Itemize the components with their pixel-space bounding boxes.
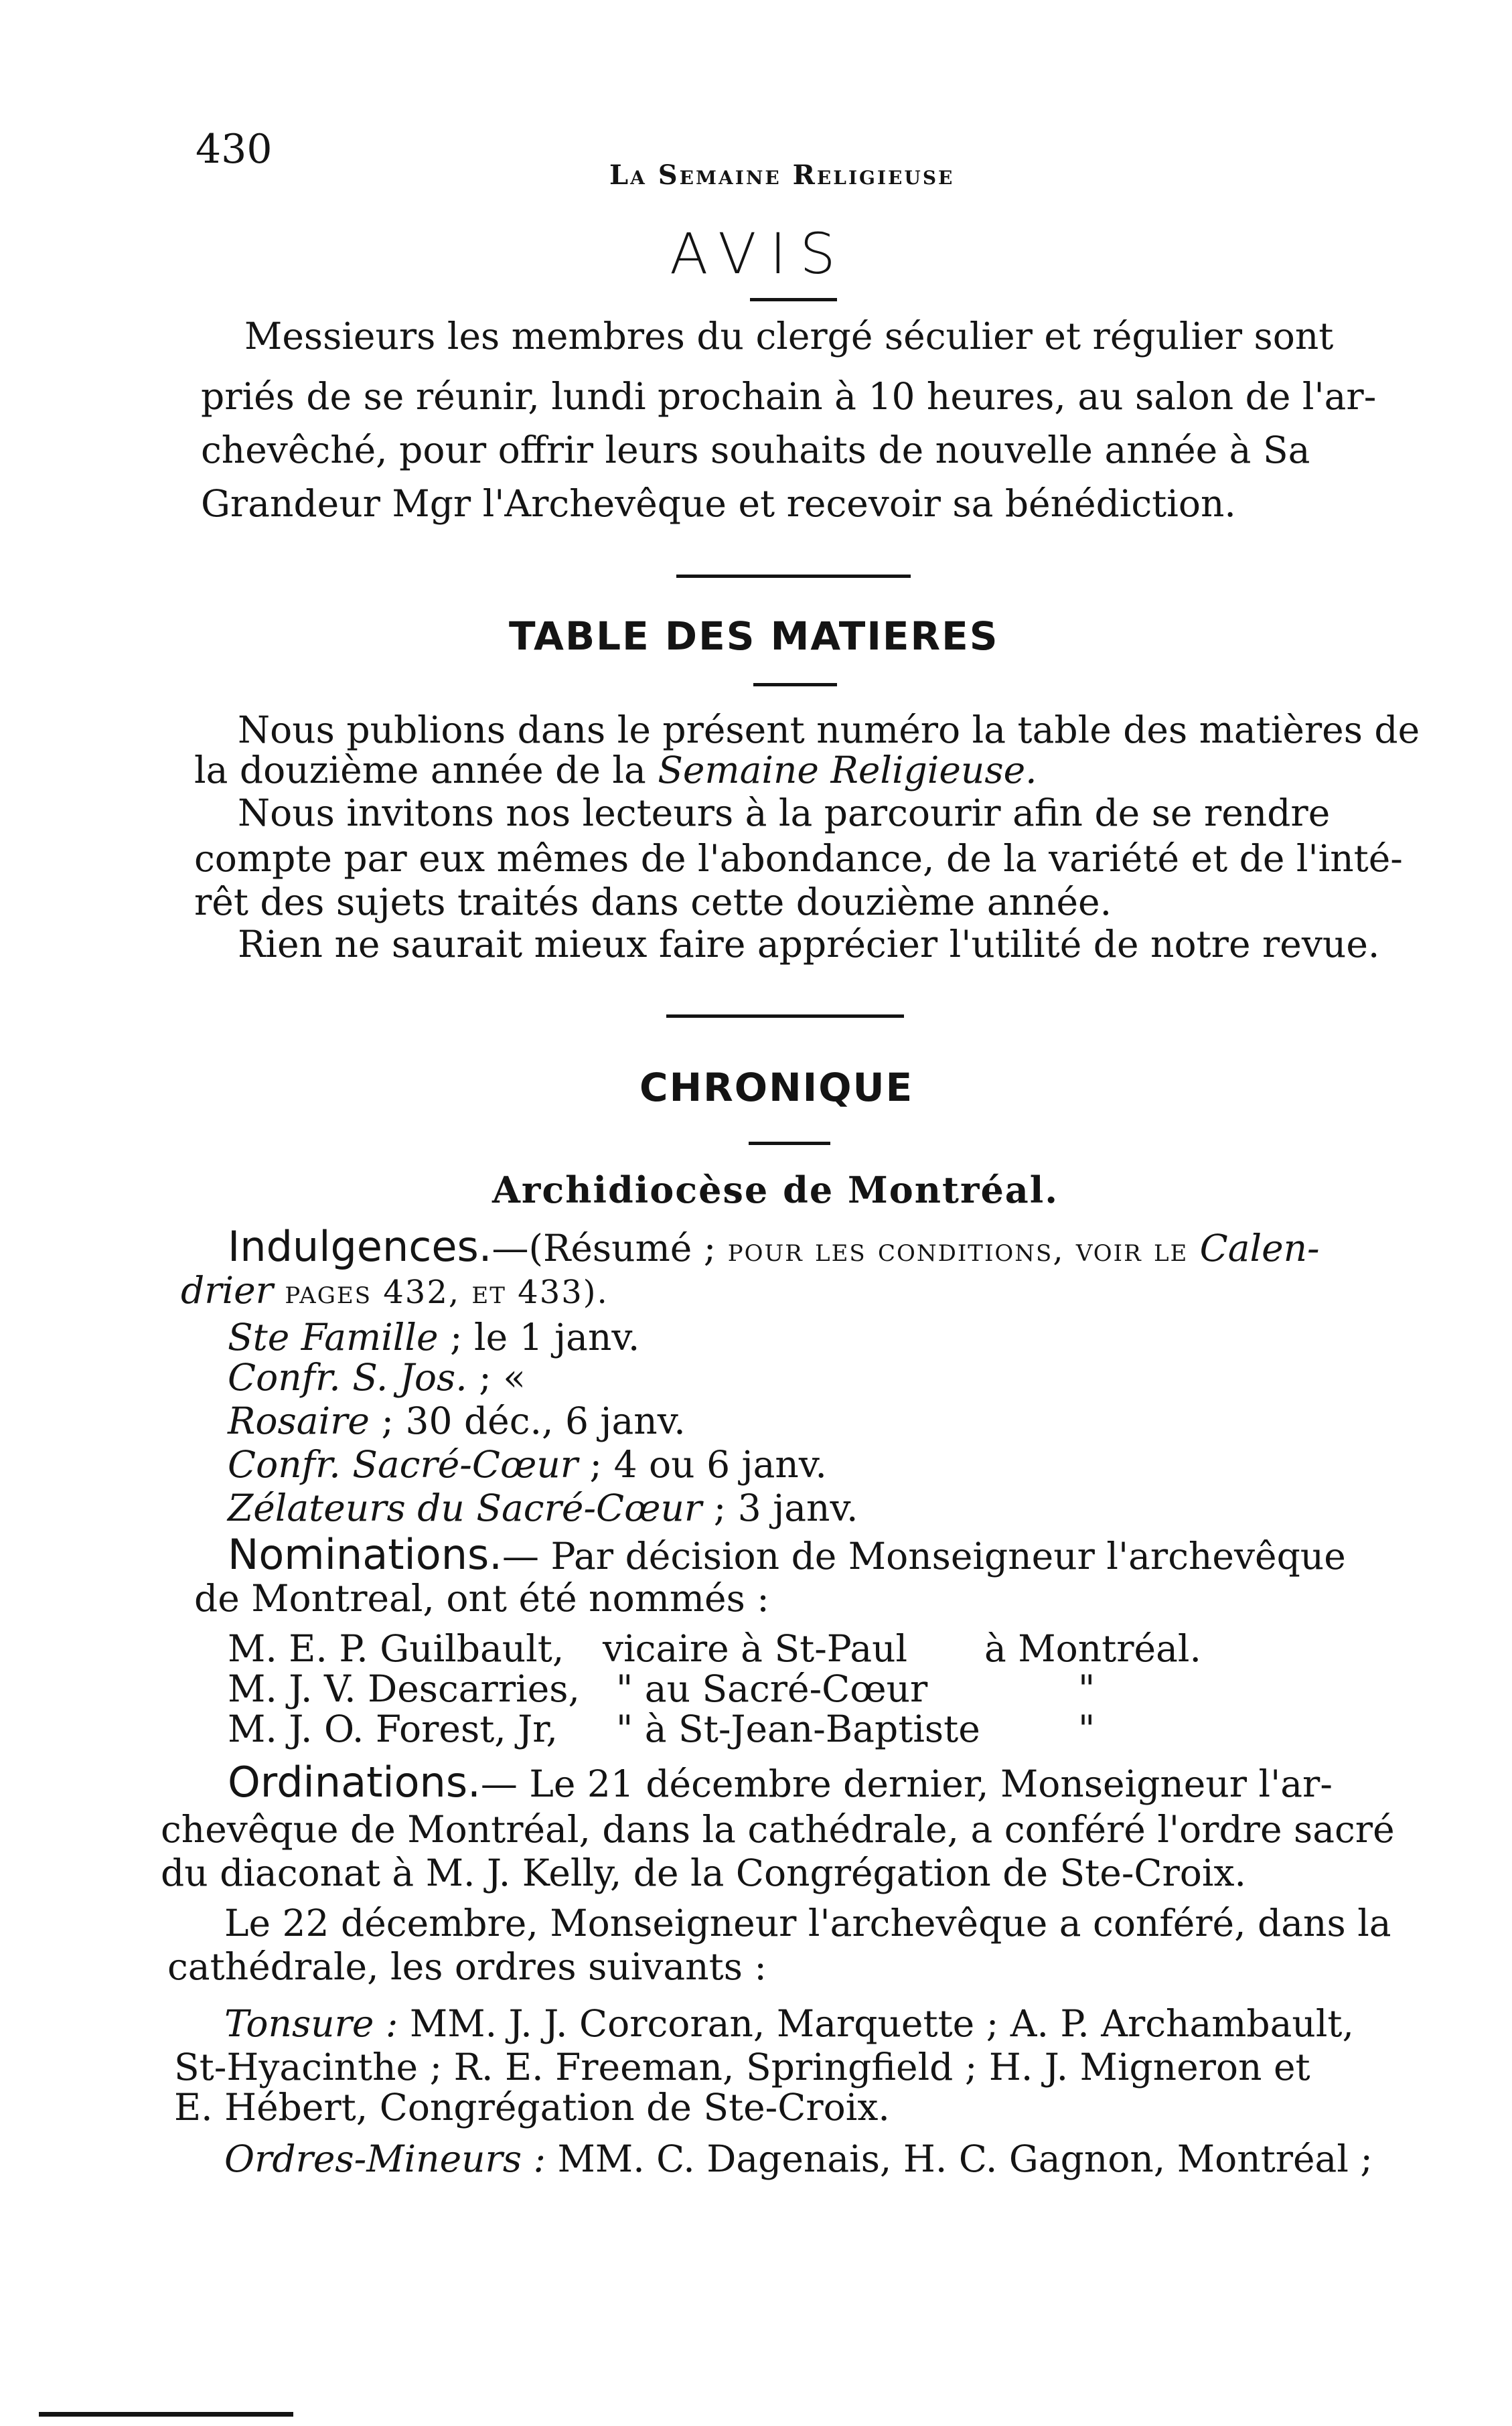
mineurs-label: Ordres-Mineurs :	[224, 2137, 546, 2180]
nominations-term: Nominations.	[228, 1530, 502, 1579]
avis-title: AVIS	[670, 221, 849, 287]
ordinations-line-2: chevêque de Montréal, dans la cathédrale, a conféré l'ordre sacré	[161, 1808, 1395, 1851]
avis-line-1: Messieurs les membres du clergé séculier et régulier sont	[244, 315, 1334, 358]
diocese-subtitle: Archidiocèse de Montréal.	[492, 1168, 1059, 1211]
section-divider-2	[666, 1014, 904, 1018]
nominee-place: à Montréal.	[984, 1627, 1201, 1670]
indulgence-dates: «	[503, 1356, 526, 1399]
tonsure-line-3: E. Hébert, Congrégation de Ste-Croix.	[174, 2086, 890, 2129]
chronique-rule	[749, 1142, 830, 1145]
ordinations-line-1: Ordinations.— Le 21 décembre dernier, Monseigneur l'ar-	[228, 1758, 1333, 1807]
table-p2-line-1: Nous invitons nos lecteurs à la parcourir afin de se rendre	[238, 791, 1331, 834]
mineurs-line: Ordres-Mineurs : MM. C. Dagenais, H. C. Gagnon, Montréal ;	[224, 2137, 1373, 2180]
calendar-ref: Calen-	[1199, 1227, 1320, 1270]
nomination-row	[228, 1667, 1232, 1710]
avis-line-4: Grandeur Mgr l'Archevêque et recevoir sa bénédiction.	[201, 482, 1236, 525]
nomination-row	[228, 1708, 1232, 1750]
indulgences-term: Indulgences.	[228, 1222, 492, 1271]
table-p3: Rien ne saurait mieux faire apprécier l'utilité de notre revue.	[238, 923, 1380, 966]
chronique-title: CHRONIQUE	[639, 1065, 914, 1110]
indulgence-item: Zélateurs du Sacré-Cœur ; 3 janv.	[228, 1487, 858, 1529]
nominee-place: "	[1078, 1667, 1095, 1710]
calendar-pages: pages 432, et 433).	[285, 1274, 609, 1311]
nomination-row	[228, 1627, 1232, 1670]
indulgence-name: Confr. S. Jos.	[228, 1356, 467, 1399]
nominee-name: M. J. O. Forest, Jr,	[228, 1708, 558, 1750]
table-p2-line-3: rêt des sujets traités dans cette douzième année.	[194, 881, 1112, 923]
indulgence-dates: 4 ou 6 janv.	[613, 1443, 827, 1486]
nominee-name: M. E. P. Guilbault,	[228, 1627, 564, 1670]
table-p1-line-1: Nous publions dans le présent numéro la table des matières de	[238, 708, 1420, 751]
bottom-edge-rule	[39, 2412, 293, 2417]
indulgence-name: Zélateurs du Sacré-Cœur	[228, 1487, 702, 1529]
indulgence-item: Confr. S. Jos. ; «	[228, 1356, 526, 1399]
page-number: 430	[196, 126, 273, 173]
table-p1-text: la douzième année de la	[194, 749, 658, 791]
nominations-line-1: Nominations.— Par décision de Monseigneur l'archevêque	[228, 1530, 1346, 1579]
ordinations-p2-line-1: Le 22 décembre, Monseigneur l'archevêque a conféré, dans la	[224, 1902, 1391, 1945]
nominee-role: vicaire à St-Paul	[603, 1627, 908, 1670]
tonsure-line-1: Tonsure : MM. J. J. Corcoran, Marquette ; A. P. Archambault,	[224, 2002, 1355, 2045]
table-title: TABLE DES MATIERES	[509, 613, 999, 659]
avis-rule	[750, 298, 837, 301]
indulgences-line-2	[181, 1269, 609, 1312]
tonsure-label: Tonsure :	[224, 2002, 398, 2045]
indulgences-line-1	[228, 1222, 1320, 1271]
section-divider-1	[676, 575, 911, 578]
table-p1-line-2	[194, 749, 1037, 791]
ordinations-term: Ordinations.	[228, 1758, 481, 1807]
avis-line-3: chevêché, pour offrir leurs souhaits de nouvelle année à Sa	[201, 429, 1310, 471]
calendar-ref-cont: drier	[181, 1269, 285, 1312]
indulgence-dates: 3 janv.	[737, 1487, 858, 1529]
running-title: La Semaine Religieuse	[609, 159, 955, 191]
nominations-line-2: de Montreal, ont été nommés :	[194, 1577, 769, 1620]
nominee-role: " à St-Jean-Baptiste	[616, 1708, 980, 1750]
indulgences-conditions: pour les conditions, voir le	[727, 1231, 1200, 1269]
publication-title: Semaine Religieuse.	[658, 749, 1037, 791]
indulgence-item: Ste Famille ; le 1 janv.	[228, 1316, 640, 1359]
indulgence-item: Rosaire ; 30 déc., 6 janv.	[228, 1399, 686, 1442]
indulgence-name: Confr. Sacré-Cœur	[228, 1443, 579, 1486]
nominee-role: " au Sacré-Cœur	[616, 1667, 928, 1710]
avis-line-2: priés de se réunir, lundi prochain à 10 heures, au salon de l'ar-	[201, 375, 1377, 418]
tonsure-line-2: St-Hyacinthe ; R. E. Freeman, Springfield ; H. J. Migneron et	[174, 2046, 1310, 2089]
nominee-name: M. J. V. Descarries,	[228, 1667, 580, 1710]
table-rule	[753, 683, 837, 686]
table-p2-line-2: compte par eux mêmes de l'abondance, de la variété et de l'inté-	[194, 837, 1403, 880]
indulgence-dates: le 1 janv.	[474, 1316, 640, 1359]
indulgences-intro: —(Résumé ;	[492, 1227, 728, 1270]
indulgence-dates: 30 déc., 6 janv.	[405, 1399, 686, 1442]
ordinations-p2-line-2: cathédrale, les ordres suivants :	[167, 1945, 767, 1988]
indulgence-name: Rosaire	[228, 1399, 370, 1442]
ordinations-line-3: du diaconat à M. J. Kelly, de la Congrégation de Ste-Croix.	[161, 1851, 1246, 1894]
indulgence-item: Confr. Sacré-Cœur ; 4 ou 6 janv.	[228, 1443, 827, 1486]
nominee-place: "	[1078, 1708, 1095, 1750]
indulgence-name: Ste Famille	[228, 1316, 439, 1359]
